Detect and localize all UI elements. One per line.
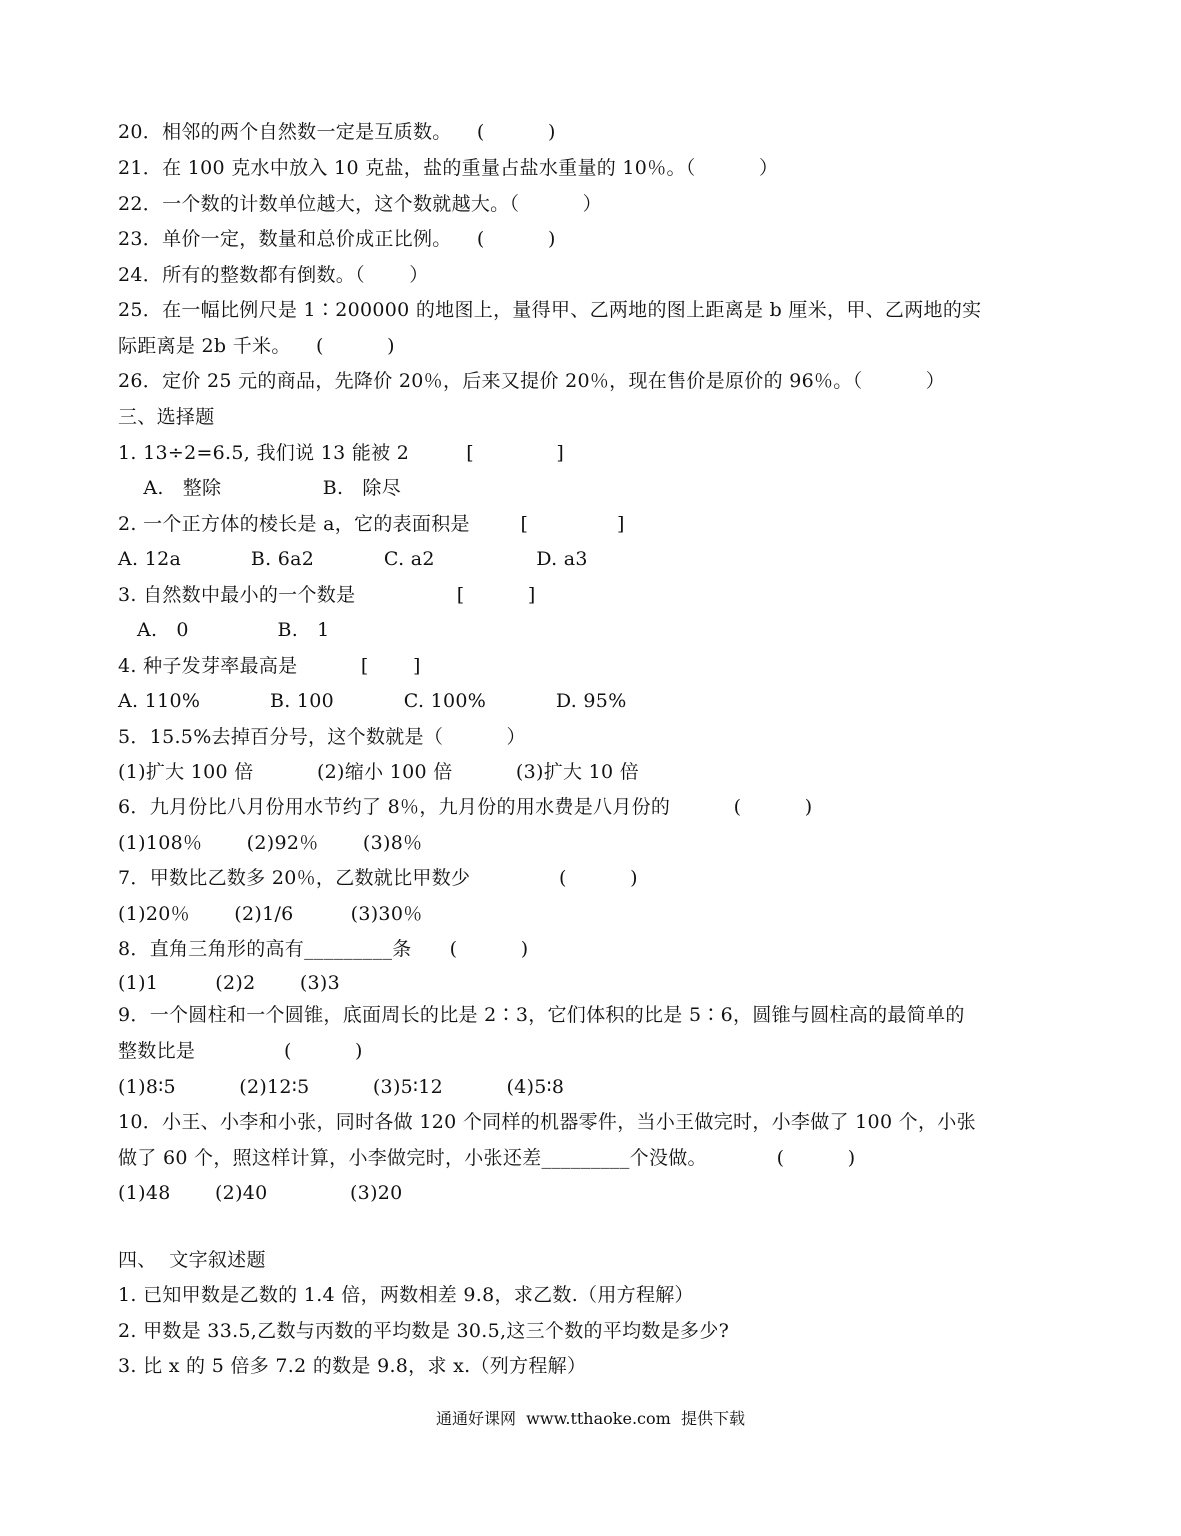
choice-item-10-options: (1)48 (2)40 (3)20 [118, 1182, 403, 1204]
judge-item-23: 23．单价一定，数量和总价成正比例。 ( ) [118, 228, 556, 250]
choice-item-10: 10．小王、小李和小张，同时各做 120 个同样的机器零件，当小王做完时，小李做了 100 个，小张 [118, 1111, 976, 1133]
choice-item-4-options: A. 110% B. 100 C. 100% D. 95% [118, 690, 627, 712]
judge-item-22: 22．一个数的计数单位越大，这个数就越大。（ ） [118, 193, 602, 215]
choice-item-10-cont: 做了 60 个，照这样计算，小李做完时，小张还差_________个没做。 ( ) [118, 1147, 856, 1169]
choice-item-7: 7．甲数比乙数多 20％，乙数就比甲数少 ( ) [118, 867, 638, 889]
choice-item-1-options: A. 整除 B. 除尽 [118, 477, 401, 499]
judge-item-21: 21．在 100 克水中放入 10 克盐，盐的重量占盐水重量的 10％。（ ） [118, 157, 779, 179]
choice-item-7-options: (1)20％ (2)1/6 (3)30％ [118, 903, 423, 925]
choice-item-6-options: (1)108％ (2)92％ (3)8％ [118, 832, 423, 854]
choice-item-2-options: A. 12a B. 6a2 C. a2 D. a3 [118, 548, 588, 570]
choice-item-5-options: (1)扩大 100 倍 (2)缩小 100 倍 (3)扩大 10 倍 [118, 761, 640, 783]
judge-item-20: 20．相邻的两个自然数一定是互质数。 ( ) [118, 121, 556, 143]
choice-item-9-options: (1)8∶5 (2)12∶5 (3)5∶12 (4)5∶8 [118, 1076, 565, 1098]
choice-item-4: 4. 种子发芽率最高是 [ ] [118, 655, 421, 677]
choice-item-8-options: (1)1 (2)2 (3)3 [118, 972, 341, 994]
word-problem-2: 2. 甲数是 33.5,乙数与丙数的平均数是 30.5,这三个数的平均数是多少? [118, 1320, 730, 1342]
choice-item-5: 5．15.5%去掉百分号，这个数就是（ ） [118, 726, 526, 748]
choice-item-9: 9．一个圆柱和一个圆锥，底面周长的比是 2∶3，它们体积的比是 5∶6，圆锥与圆柱高的最简单的 [118, 1004, 965, 1026]
choice-item-8: 8．直角三角形的高有_________条 ( ) [118, 938, 529, 960]
section-heading-choice: 三、选择题 [118, 406, 215, 428]
word-problem-1: 1. 已知甲数是乙数的 1.4 倍，两数相差 9.8，求乙数.（用方程解） [118, 1284, 694, 1306]
choice-item-3-options: A. 0 B. 1 [118, 619, 330, 641]
judge-item-26: 26．定价 25 元的商品，先降价 20％，后来又提价 20％，现在售价是原价的 96％。（ ） [118, 370, 946, 392]
judge-item-25: 25．在一幅比例尺是 1∶200000 的地图上，量得甲、乙两地的图上距离是 b 厘米，甲、乙两地的实 [118, 299, 982, 321]
choice-item-3: 3. 自然数中最小的一个数是 [ ] [118, 584, 536, 606]
choice-item-2: 2. 一个正方体的棱长是 a，它的表面积是 [ ] [118, 513, 625, 535]
choice-item-6: 6．九月份比八月份用水节约了 8％，九月份的用水费是八月份的 ( ) [118, 796, 813, 818]
section-heading-word-problems: 四、 文字叙述题 [118, 1249, 266, 1271]
choice-item-1: 1. 13÷2=6.5, 我们说 13 能被 2 [ ] [118, 442, 565, 464]
judge-item-25-cont: 际距离是 2b 千米。 ( ) [118, 335, 395, 357]
word-problem-3: 3. 比 x 的 5 倍多 7.2 的数是 9.8，求 x.（列方程解） [118, 1355, 587, 1377]
choice-item-9-cont: 整数比是 ( ) [118, 1040, 363, 1062]
page-footer: 通通好课网 www.tthaoke.com 提供下载 [436, 1409, 745, 1428]
judge-item-24: 24．所有的整数都有倒数。（ ） [118, 264, 429, 286]
